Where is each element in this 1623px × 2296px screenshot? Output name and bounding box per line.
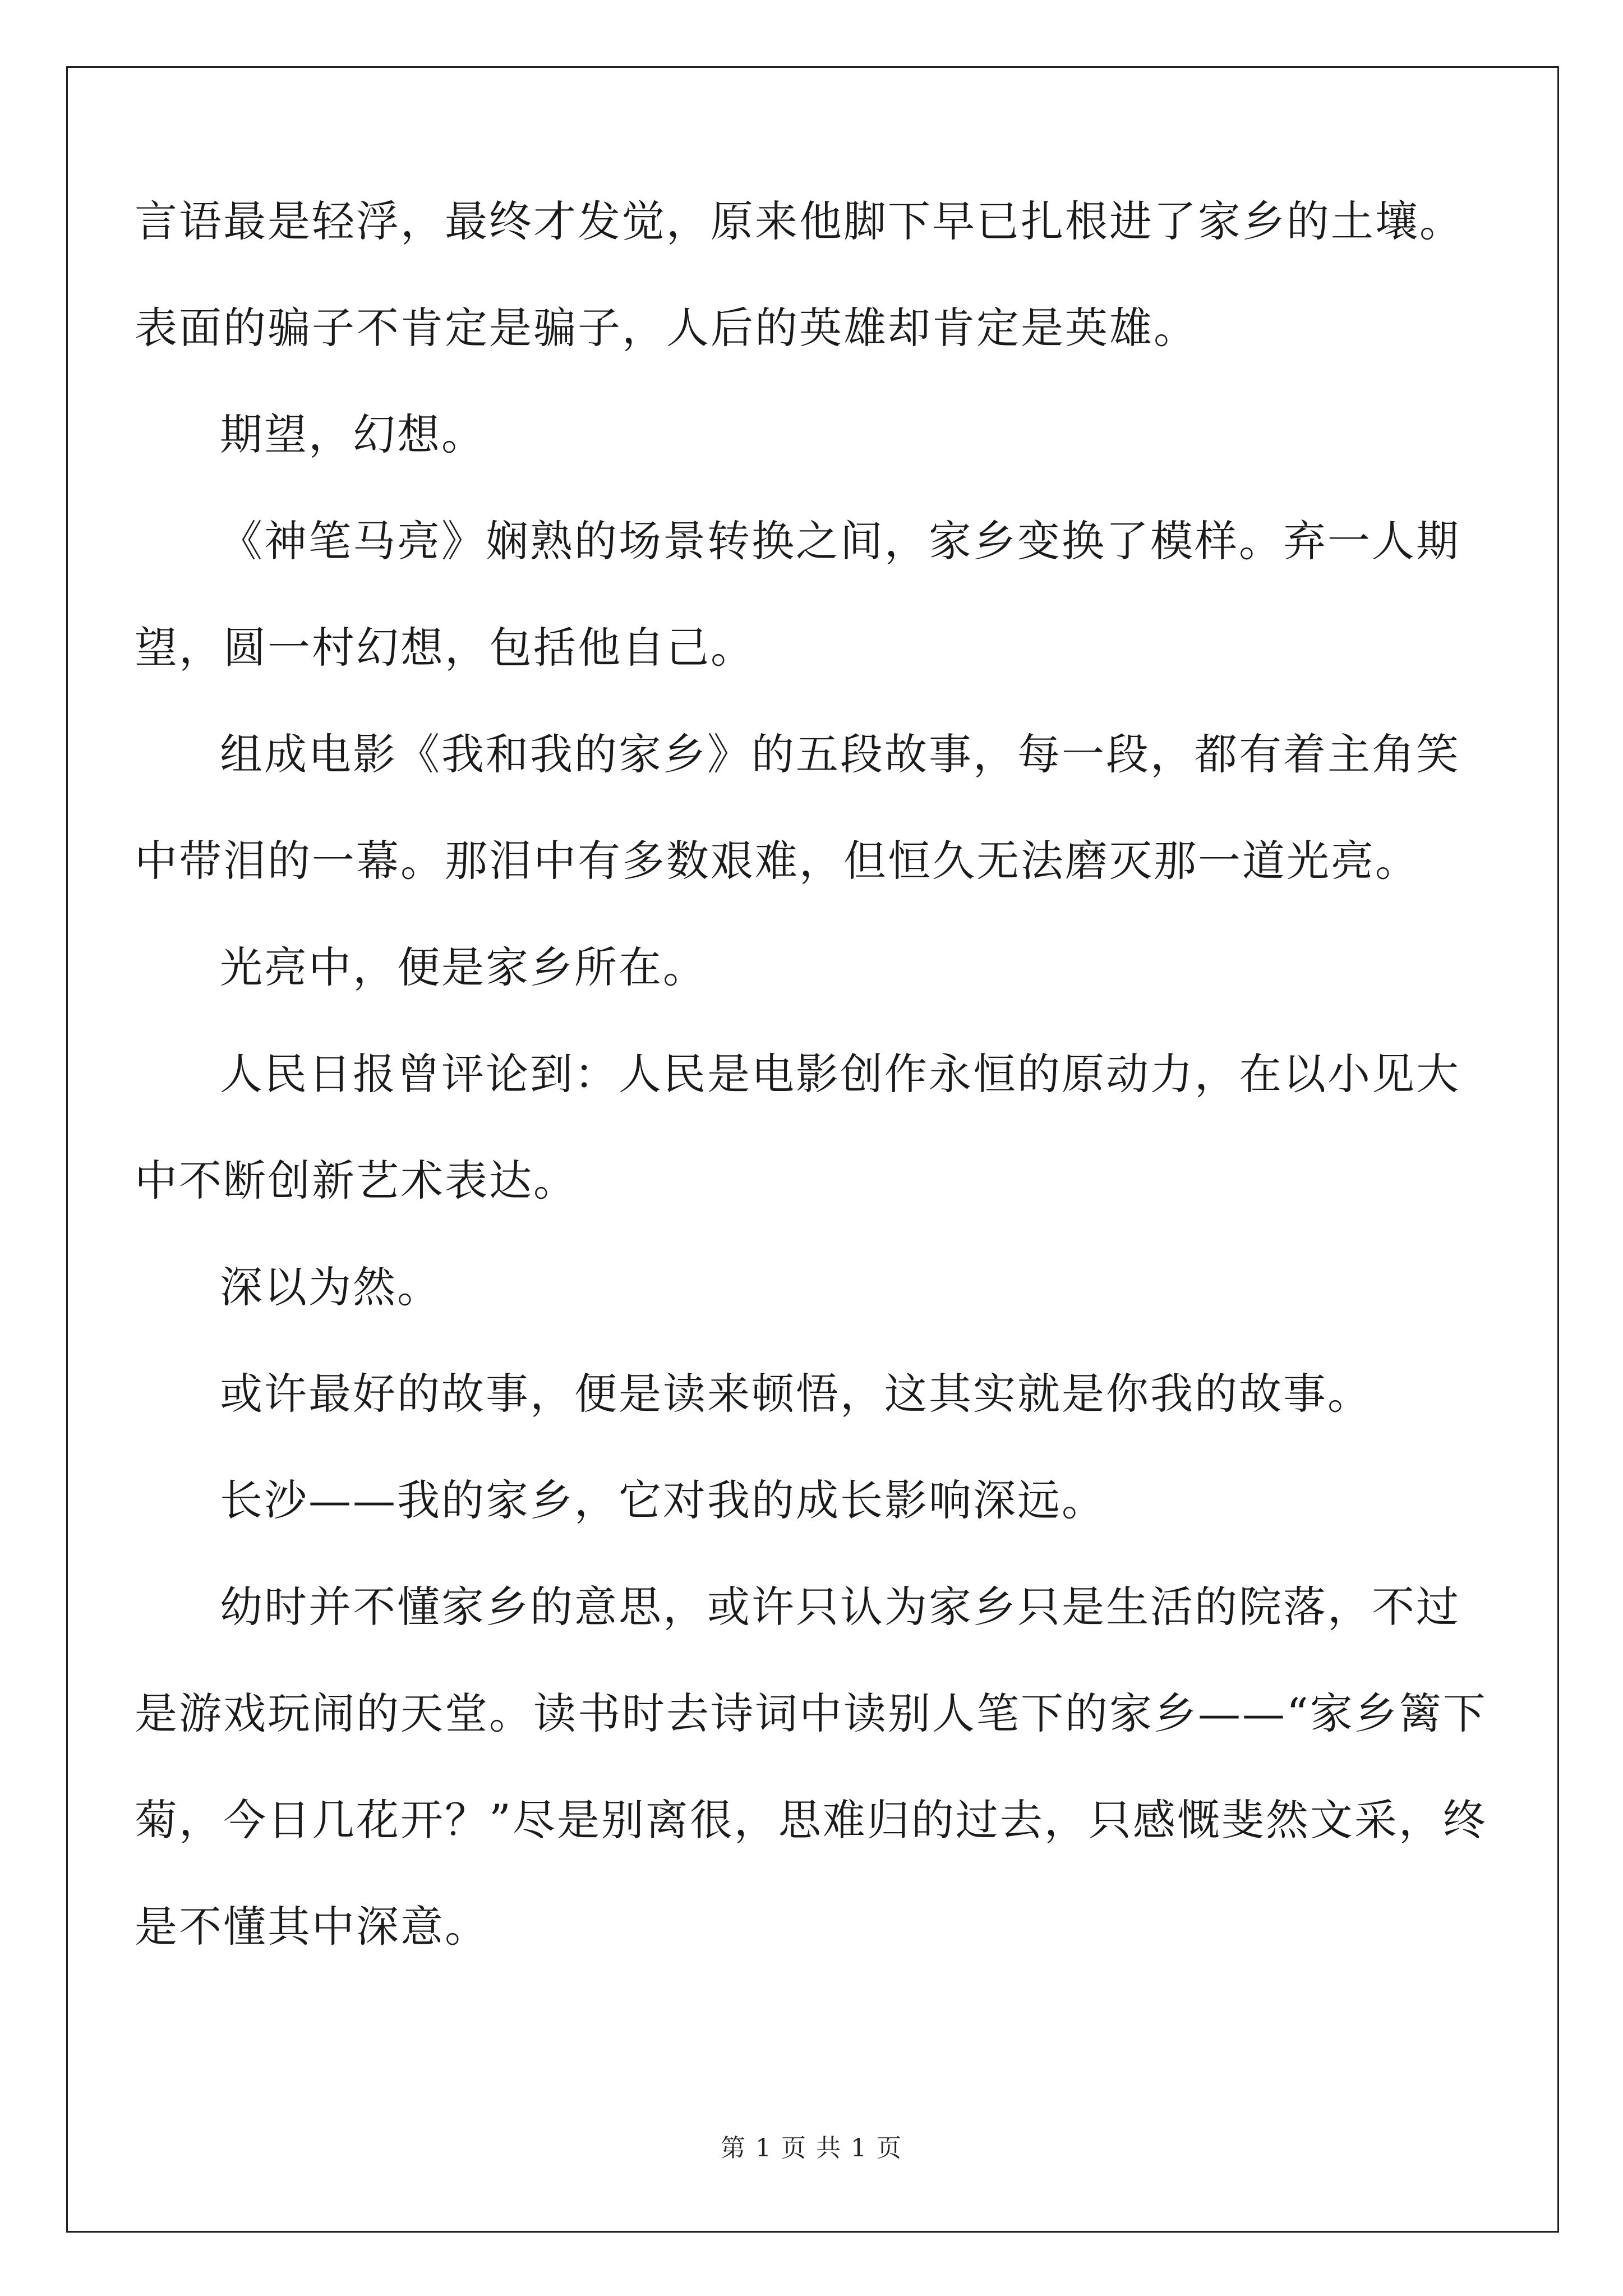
page-footer: 第 1 页 共 1 页 (721, 2134, 902, 2162)
paragraph-6: 人民日报曾评论到：人民是电影创作永恒的原动力，在以小见大中不断创新艺术表达。 (135, 1049, 1460, 1205)
paragraph-8: 或许最好的故事，便是读来顿悟，这其实就是你我的故事。 (220, 1369, 1372, 1419)
paragraph-1: 言语最是轻浮，最终才发觉，原来他脚下早已扎根进了家乡的土壤。表面的骗子不肯定是骗子，人后的英雄却肯定是英雄。 (135, 196, 1464, 353)
paragraph-10: 幼时并不懂家乡的意思，或许只认为家乡只是生活的院落，不过是游戏玩闹的天堂。读书时去诗词中读别人笔下的家乡——“家乡篱下菊，今日几花开？”尽是别离很，思难归的过去，只感慨斐然文采，终是不懂其中深意。 (135, 1582, 1487, 1952)
paragraph-5: 光亮中，便是家乡所在。 (220, 942, 707, 992)
paragraph-4: 组成电影《我和我的家乡》的五段故事，每一段，都有着主角笑中带泪的一幕。那泪中有多数艰难，但恒久无法磨灭那一道光亮。 (135, 729, 1460, 886)
paragraph-9: 长沙——我的家乡，它对我的成长影响深远。 (220, 1475, 1106, 1525)
paragraph-2: 期望，幻想。 (220, 409, 486, 459)
paragraph-3: 《神笔马亮》娴熟的场景转换之间，家乡变换了模样。弃一人期望，圆一村幻想，包括他自己。 (135, 516, 1460, 673)
paragraph-7: 深以为然。 (220, 1262, 441, 1312)
document-body (135, 168, 1492, 1980)
